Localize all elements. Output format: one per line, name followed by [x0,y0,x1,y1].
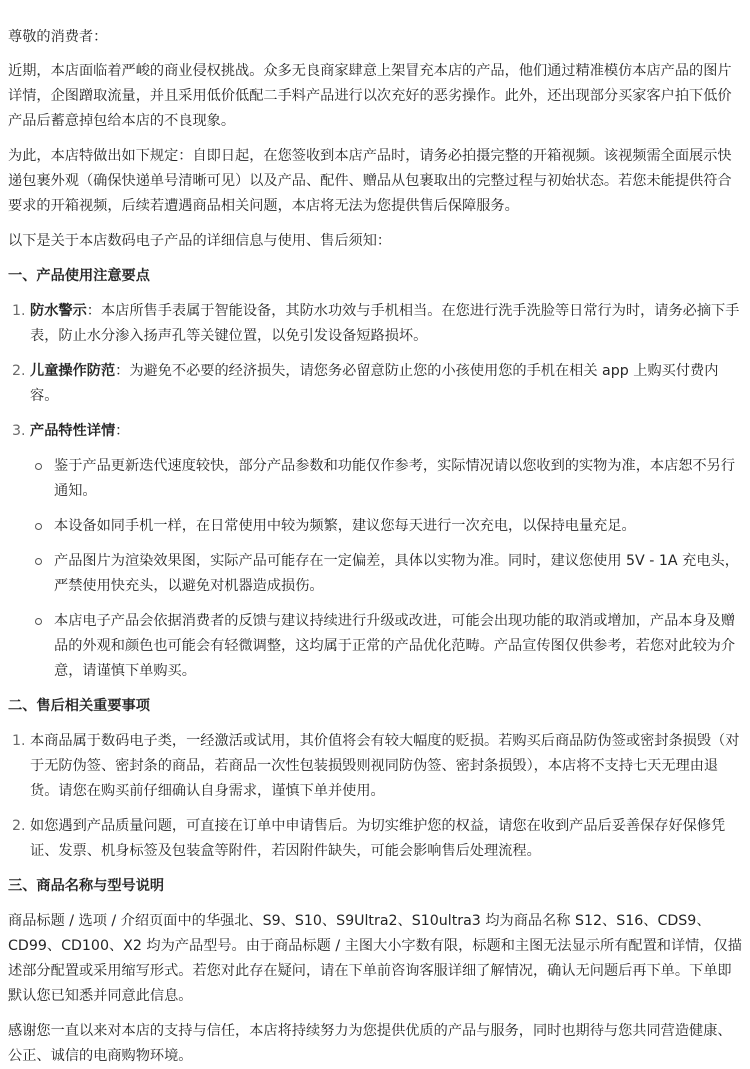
list-number: 2. [12,818,26,834]
item-label: 防水警示 [30,303,87,319]
intro-paragraph: 近期，本店面临着严峻的商业侵权挑战。众多无良商家肆意上架冒充本店的产品，他们通过精准模仿本店产品的图片详情，企图蹭取流量，并且采用低价低配二手料产品进行以次充好的恶劣操作。此外，还出现部分买家客户拍下低价产品后蓄意掉包给本店的不良现象。 [8,63,732,129]
list-number: 3. [12,423,26,439]
sub-item-text: 本设备如同手机一样，在日常使用中较为频繁，建议您每天进行一次充电，以保持电量充足。 [54,518,636,534]
section-heading-usage: 一、产品使用注意要点 [8,268,150,284]
item-label: 儿童操作防范 [30,363,116,379]
item-text: 为避免不必要的经济损失，请您务必留意防止您的小孩使用您的手机在相关 app 上购买付费内容。 [30,363,719,404]
closing-paragraph: 感谢您一直以来对本店的支持与信任，本店将持续努力为您提供优质的产品与服务，同时也期待与您共同营造健康、公正、诚信的电商购物环境。 [8,1023,732,1064]
after-sales-list [8,729,742,864]
naming-paragraph: 商品标题 / 选项 / 介绍页面中的华强北、S9、S10、S9Ultra2、S10ultra3 均为商品名称 S12、S16、CDS9、CD99、CD100、X2 均为产品型号。由于商品标题 / 主图大小字数有限，标题和主图无法显示所有配置和详情，仅描述部分配置或采用缩写形式。若您对此存在疑问，请在下单前咨询客服详细了解情况，确认无问题后再下单。下单即默认您已知悉并同意此信息。 [8,913,742,1004]
item-text: 本商品属于数码电子类，一经激活或试用，其价值将会有较大幅度的贬损。若购买后商品防伪签或密封条损毁（对于无防伪签、密封条的商品，若商品一次性包装损毁则视同防伪签、密封条损毁），本店将不支持七天无理由退货。请您在购买前仔细确认自身需求，谨慎下单并使用。 [30,733,740,799]
section-heading-after-sales: 二、售后相关重要事项 [8,698,150,714]
list-item [8,814,742,864]
item-text: 本店所售手表属于智能设备，其防水功效与手机相当。在您进行洗手洗脸等日常行为时，请务必摘下手表，防止水分渗入扬声孔等关键位置，以免引发设备短路损坏。 [30,303,740,344]
sub-list-item [30,549,742,599]
section-heading-naming: 三、商品名称与型号说明 [8,878,165,894]
item-colon: ： [86,303,101,319]
sub-list-item [30,514,742,539]
item-colon: ： [115,363,130,379]
usage-list [8,299,742,684]
list-item [8,299,742,349]
list-number: 1. [12,733,26,749]
rule-paragraph: 为此，本店特做出如下规定：自即日起，在您签收到本店产品时，请务必拍摄完整的开箱视频。该视频需全面展示快递包裹外观（确保快递单号清晰可见）以及产品、配件、赠品从包裹取出的完整过程与初始状态。若您未能提供符合要求的开箱视频，后续若遭遇商品相关问题，本店将无法为您提供售后保障服务。 [8,148,732,214]
circle-bullet-icon [35,463,42,470]
list-item [8,419,742,684]
sub-item-text: 产品图片为渲染效果图，实际产品可能存在一定偏差，具体以实物为准。同时，建议您使用 5V - 1A 充电头，严禁使用快充头，以避免对机器造成损伤。 [54,553,739,594]
item-label: 产品特性详情 [30,423,116,439]
circle-bullet-icon [35,523,42,530]
sub-item-text: 本店电子产品会依据消费者的反馈与建议持续进行升级或改进，可能会出现功能的取消或增加，产品本身及赠品的外观和颜色也可能会有轻微调整，这均属于正常的产品优化范畴。产品宣传图仅供参考，若您对此较为介意，请谨慎下单购买。 [54,613,736,679]
sub-list-item [30,454,742,504]
list-number: 2. [12,363,26,379]
list-item [8,729,742,804]
circle-bullet-icon [35,558,42,565]
sub-item-text: 鉴于产品更新迭代速度较快，部分产品参数和功能仅作参考，实际情况请以您收到的实物为准，本店恕不另行通知。 [54,458,736,499]
greeting: 尊敬的消费者： [8,29,108,45]
list-item [8,359,742,409]
list-number: 1. [12,303,26,319]
item-text: 如您遇到产品质量问题，可直接在订单中申请售后。为切实维护您的权益，请您在收到产品后妥善保存好保修凭证、发票、机身标签及包装盒等附件，若因附件缺失，可能会影响售后处理流程。 [30,818,726,859]
circle-bullet-icon [35,618,42,625]
info-intro-paragraph: 以下是关于本店数码电子产品的详细信息与使用、售后须知： [8,233,392,249]
feature-sublist [30,454,742,684]
sub-list-item [30,609,742,684]
item-colon: ： [115,423,130,439]
